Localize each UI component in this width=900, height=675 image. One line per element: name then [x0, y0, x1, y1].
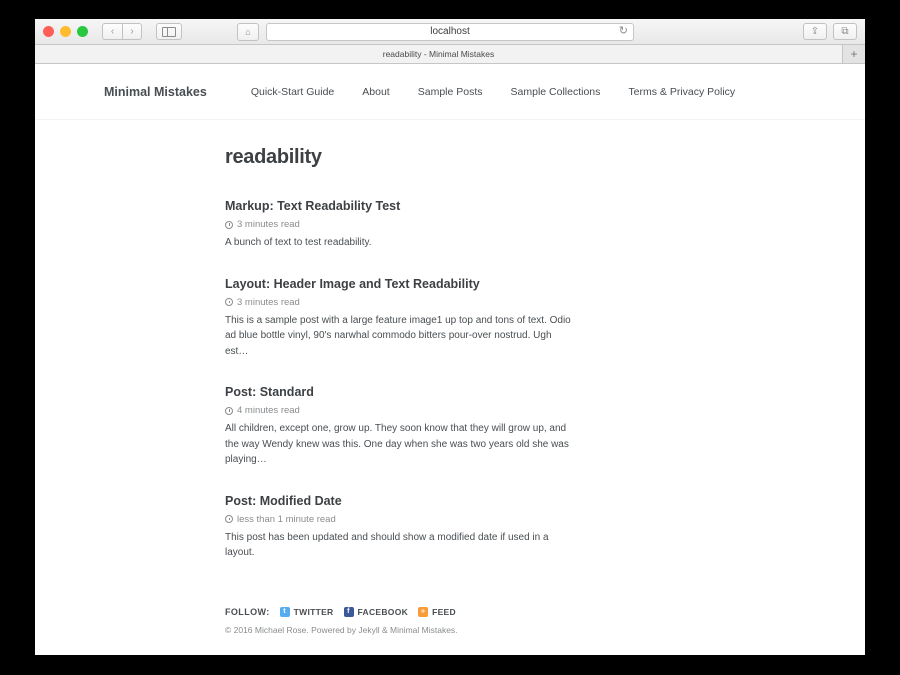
post-excerpt: A bunch of text to test readability. [225, 237, 372, 248]
clock-icon [225, 298, 233, 306]
nav-item-terms-privacy-policy[interactable]: Terms & Privacy Policy [628, 85, 736, 98]
toolbar-right-buttons [803, 23, 857, 40]
list-item [225, 385, 796, 468]
sidebar-glyph [162, 27, 176, 37]
site-navigation [251, 86, 735, 98]
tab-bar [35, 45, 865, 64]
post-meta [225, 405, 796, 416]
twitter-icon: t [280, 607, 290, 617]
social-link-feed[interactable] [418, 607, 456, 617]
post-read-time: 3 minutes read [237, 219, 300, 230]
social-label-facebook: FACEBOOK [357, 606, 409, 617]
post-meta [225, 297, 796, 308]
nav-item-sample-collections[interactable]: Sample Collections [510, 85, 601, 98]
window-controls [43, 26, 88, 37]
site-masthead [35, 64, 865, 120]
list-item [225, 199, 796, 251]
social-link-twitter[interactable] [280, 607, 334, 617]
post-meta [225, 514, 796, 525]
browser-window [35, 19, 865, 635]
post-title-link[interactable]: Post: Standard [225, 385, 314, 399]
post-read-time: 3 minutes read [237, 296, 300, 308]
archive-content [70, 120, 830, 655]
social-label-feed: FEED [432, 606, 456, 617]
social-link-facebook[interactable] [344, 607, 409, 617]
tab-readability[interactable]: readability - Minimal Mistakes [35, 45, 843, 63]
post-title-link[interactable]: Layout: Header Image and Text Readability [225, 276, 480, 291]
post-meta [225, 219, 796, 230]
nav-item-about[interactable]: About [362, 85, 390, 98]
page-title: readability [225, 146, 322, 168]
nav-item-quick-start-guide[interactable]: Quick-Start Guide [250, 85, 335, 98]
post-title-link[interactable]: Markup: Text Readability Test [225, 199, 401, 213]
show-tabs-icon[interactable]: ⧉ [833, 23, 857, 40]
clock-icon [225, 407, 233, 415]
post-excerpt: All children, except one, grow up. They soon know that they will grow up, and the way Wendy knew was this. One day when she was two years old she was playing… [225, 423, 569, 465]
share-icon[interactable]: ⇪ [803, 23, 827, 40]
forward-button[interactable]: › [122, 23, 142, 40]
clock-icon [225, 515, 233, 523]
browser-titlebar [35, 19, 865, 45]
maximize-window-button[interactable] [77, 26, 88, 37]
address-bar[interactable] [245, 23, 634, 41]
post-excerpt: This post has been updated and should show a modified date if used in a layout. [225, 531, 549, 558]
nav-item-sample-posts[interactable]: Sample Posts [417, 85, 483, 98]
home-icon[interactable]: ⌂ [237, 23, 259, 41]
copyright-text: © 2016 Michael Rose. Powered by Jekyll & Minimal Mistakes. [225, 624, 458, 635]
navigation-buttons [102, 23, 142, 40]
clock-icon [225, 221, 233, 229]
minimize-window-button[interactable] [60, 26, 71, 37]
rss-icon: » [418, 607, 428, 617]
follow-row [225, 607, 796, 617]
post-read-time: 4 minutes read [237, 405, 300, 416]
back-button[interactable]: ‹ [102, 23, 122, 40]
new-tab-button[interactable]: + [843, 45, 865, 63]
reload-icon[interactable]: ↻ [618, 25, 628, 37]
social-label-twitter: TWITTER [293, 606, 334, 617]
list-item [225, 277, 796, 360]
sidebar-toggle-icon[interactable] [156, 23, 182, 40]
post-excerpt: This is a sample post with a large feature image1 up top and tons of text. Odio ad blue bottle vinyl, 90's narwhal commodo bitters pour-over nostrud. Ugh est… [225, 314, 571, 357]
post-read-time: less than 1 minute read [237, 513, 336, 525]
list-item [225, 494, 796, 561]
masthead-inner [70, 85, 830, 99]
site-footer [225, 607, 796, 655]
follow-label: FOLLOW: [225, 606, 270, 617]
close-window-button[interactable] [43, 26, 54, 37]
url-input[interactable]: localhost [430, 26, 470, 37]
site-title-link[interactable]: Minimal Mistakes [104, 84, 207, 99]
page-content [35, 64, 865, 655]
post-title-link[interactable]: Post: Modified Date [225, 493, 342, 508]
facebook-icon: f [344, 607, 354, 617]
